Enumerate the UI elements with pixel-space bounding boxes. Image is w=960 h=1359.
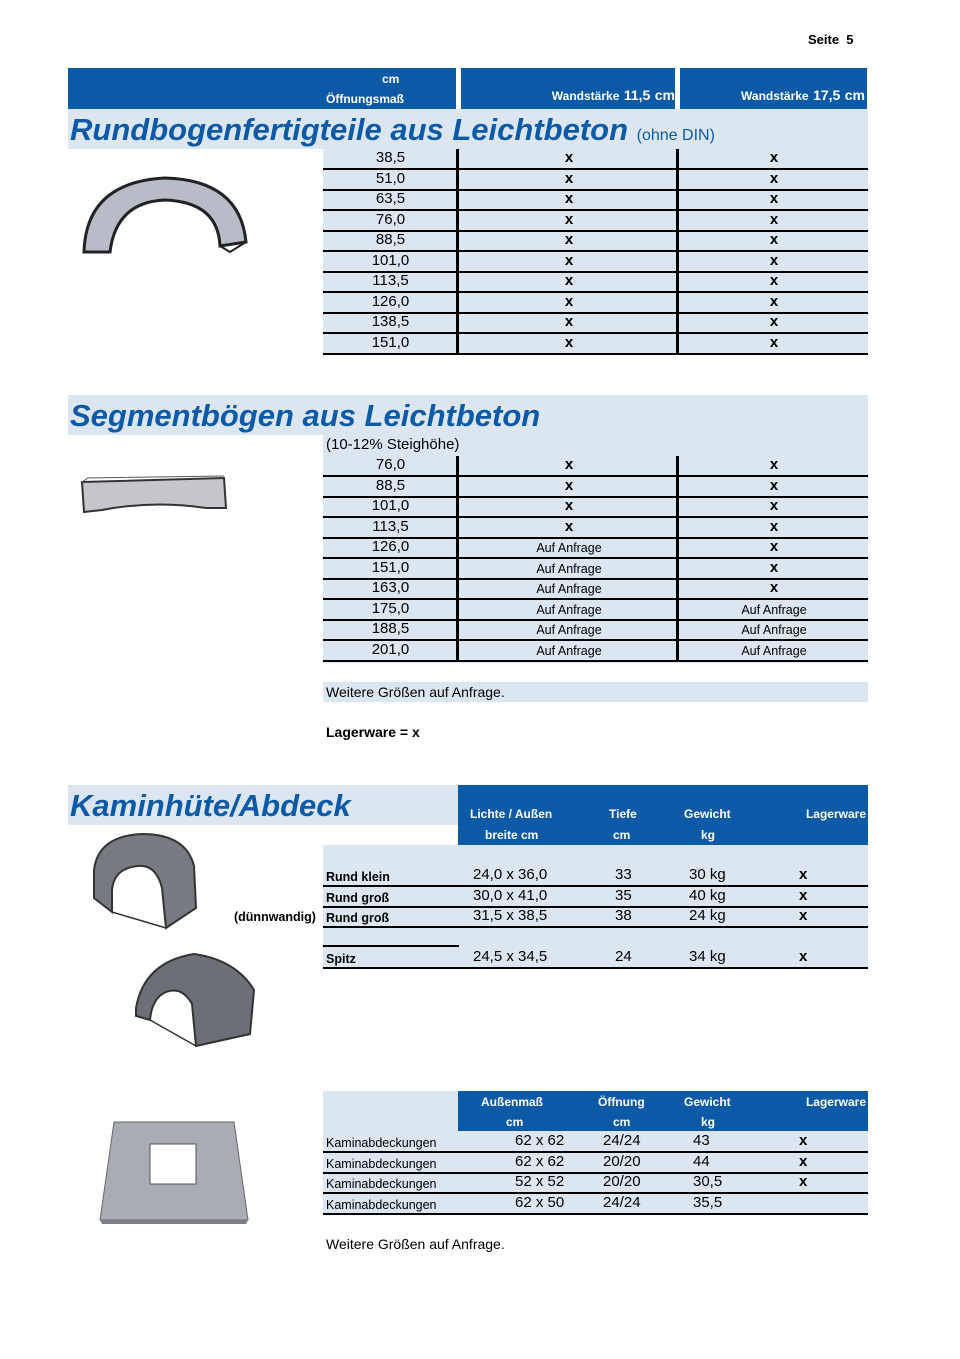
hood-size: 24,5 x 34,5 (473, 948, 548, 965)
stock-legend: Lagerware = x (326, 724, 420, 740)
wall-115-value: x (564, 272, 574, 289)
wall-115-value: x (564, 169, 574, 187)
cover-opening: 20/20 (603, 1173, 641, 1190)
hdr-width-l2: breite cm (485, 828, 539, 842)
hdr-outer-l1: Außenmaß (481, 1095, 544, 1109)
opening-size: 175,0 (371, 599, 410, 617)
wall-115-value: x (564, 497, 574, 514)
wall-115-value: Auf Anfrage (536, 541, 602, 555)
wall-115-value: x (564, 210, 574, 228)
table-row (323, 333, 868, 355)
cover-weight: 35,5 (693, 1193, 723, 1211)
opening-size: 126,0 (371, 538, 410, 555)
cover-size: 62 x 50 (515, 1193, 565, 1211)
table-row (323, 210, 868, 232)
table-row (323, 1193, 868, 1215)
wall-115-value: x (564, 251, 574, 269)
cover-size: 62 x 62 (515, 1132, 565, 1149)
section3-header (458, 785, 868, 845)
table-row (323, 886, 868, 908)
pointed-chimney-hood-icon (130, 950, 258, 1048)
wall-175-value: x (769, 292, 779, 310)
section3-title: Kaminhüte/Abdeck (70, 788, 351, 823)
hood-depth: 24 (615, 948, 632, 965)
opening-size: 201,0 (371, 640, 410, 658)
wall-175-value: Auf Anfrage (741, 643, 807, 658)
opening-size: 51,0 (375, 169, 406, 187)
cover-name: Kaminabdeckungen (326, 1156, 437, 1171)
table-row (323, 906, 868, 928)
hood-stock: x (799, 948, 808, 965)
hood-size: 31,5 x 38,5 (473, 907, 548, 924)
cover-weight: 43 (693, 1132, 710, 1149)
hood-depth: 33 (615, 866, 632, 883)
cover-opening: 24/24 (603, 1193, 641, 1211)
table-row (323, 169, 868, 191)
wall-175-value: x (769, 558, 779, 576)
opening-size: 126,0 (371, 292, 410, 310)
table-row (323, 148, 868, 170)
wall-175-value: x (769, 149, 779, 166)
wall-115-value: Auf Anfrage (536, 582, 602, 596)
hood-weight: 34 kg (689, 948, 726, 965)
wall-175-value: x (769, 476, 779, 494)
hdr-cstock: Lagerware (805, 1095, 866, 1109)
hdr-depth-l1: Tiefe (609, 807, 637, 821)
hood-size: 24,0 x 36,0 (473, 866, 548, 883)
header-opening-label: Öffnungsmaß (326, 92, 404, 106)
wall-115-value: x (564, 190, 574, 207)
table-row (323, 599, 868, 621)
cover-opening: 24/24 (603, 1132, 641, 1149)
cover-weight: 44 (693, 1152, 710, 1170)
table-row (323, 1131, 868, 1153)
table-row (323, 558, 868, 580)
opening-size: 151,0 (371, 558, 410, 576)
hood-size: 30,0 x 41,0 (473, 886, 548, 904)
opening-size: 63,5 (375, 190, 406, 207)
chimney-cover-plate-icon (98, 1120, 250, 1224)
wall-175-value: x (769, 272, 779, 289)
wall-175-value: x (769, 517, 779, 535)
cover-weight: 30,5 (693, 1173, 723, 1190)
hood-weight: 30 kg (689, 866, 726, 883)
wall-115-value: x (564, 292, 574, 310)
wall-175-value: x (769, 456, 779, 473)
section4-header (458, 1091, 868, 1131)
table-row (323, 517, 868, 539)
wall-115-value: Auf Anfrage (536, 561, 602, 576)
hood-stock: x (799, 866, 808, 883)
table-row (323, 230, 868, 252)
section2-note: (10-12% Steighöhe) (326, 436, 460, 453)
hdr-opening-l1: Öffnung (598, 1095, 645, 1109)
hood-weight: 40 kg (689, 886, 726, 904)
hdr-cweight-l1: Gewicht (684, 1095, 731, 1109)
opening-size: 101,0 (371, 497, 410, 514)
table-row (323, 189, 868, 211)
cover-name: Kaminabdeckungen (326, 1136, 437, 1150)
header-wall-115-label: Wandstärke 11,5 cm (551, 87, 675, 103)
wall-175-value: x (769, 579, 779, 596)
hood-name: Spitz (326, 952, 356, 966)
cover-size: 52 x 52 (515, 1173, 565, 1190)
segment-arch-icon (78, 474, 230, 518)
table-row (323, 271, 868, 293)
wall-175-value: x (769, 210, 779, 228)
table-row (323, 865, 868, 887)
table-row (323, 496, 868, 518)
section4-footnote: Weitere Größen auf Anfrage. (326, 1236, 505, 1252)
table-row (323, 619, 868, 641)
wall-175-value: Auf Anfrage (741, 602, 807, 617)
section2-title: Segmentbögen aus Leichtbeton (70, 398, 541, 433)
wall-115-value: x (564, 333, 574, 351)
hdr-weight-l2: kg (701, 828, 716, 842)
header-wall-115 (461, 68, 675, 109)
cover-size: 62 x 62 (515, 1152, 565, 1170)
cover-stock: x (799, 1132, 808, 1149)
section2-separator-1 (456, 456, 459, 662)
hood-stock: x (799, 907, 808, 924)
opening-size: 88,5 (375, 231, 406, 248)
header-wall-175-label: Wandstärke 17,5 cm (741, 87, 865, 103)
wall-115-value: x (564, 517, 574, 535)
hood-depth: 38 (615, 907, 632, 924)
section2-separator-2 (676, 456, 679, 662)
hood-name: Rund klein (326, 870, 390, 884)
table-row (323, 537, 868, 559)
table-row (323, 312, 868, 334)
hdr-opening-l2: cm (613, 1115, 631, 1129)
hdr-weight-l1: Gewicht (684, 807, 731, 821)
hood-name: Rund groß (326, 890, 390, 905)
wall-175-value: x (769, 538, 779, 555)
hood-name: Rund groß (326, 911, 390, 925)
header-opening-size (68, 68, 456, 109)
wall-175-value: Auf Anfrage (741, 623, 807, 637)
table-row (323, 292, 868, 314)
section1-title: Rundbogenfertigteile aus Leichtbeton (ohne DIN) (70, 112, 715, 147)
hdr-stock: Lagerware (805, 807, 866, 821)
wall-175-value: x (769, 333, 779, 351)
wall-175-value: x (769, 497, 779, 514)
section4-header-blank (323, 1091, 458, 1131)
opening-size: 88,5 (375, 476, 406, 494)
opening-size: 101,0 (371, 251, 410, 269)
wall-115-value: Auf Anfrage (536, 643, 602, 658)
wall-115-value: x (564, 476, 574, 494)
section2-footnote: Weitere Größen auf Anfrage. (326, 684, 505, 700)
table-row (323, 947, 868, 969)
thin-walled-note: (dünnwandig) (234, 910, 316, 924)
opening-size: 76,0 (375, 210, 406, 228)
wall-115-value: x (564, 231, 574, 248)
wall-175-value: x (769, 251, 779, 269)
header-wall-175 (680, 68, 867, 109)
wall-115-value: Auf Anfrage (536, 623, 602, 637)
round-arch-icon (80, 172, 250, 257)
wall-115-value: x (564, 456, 574, 473)
wall-175-value: x (769, 169, 779, 187)
hood-weight: 24 kg (689, 907, 726, 924)
section3-spitz-topline (323, 945, 459, 947)
wall-175-value: x (769, 231, 779, 248)
opening-size: 188,5 (371, 620, 410, 637)
opening-size: 163,0 (371, 579, 410, 596)
cover-stock: x (799, 1152, 808, 1170)
opening-size: 76,0 (375, 456, 406, 473)
hdr-cweight-l2: kg (701, 1115, 716, 1129)
table-row (323, 476, 868, 498)
header-unit: cm (382, 72, 400, 86)
hdr-width-l1: Lichte / Außen (470, 807, 553, 821)
hdr-outer-l2: cm (506, 1115, 524, 1129)
cover-stock: x (799, 1173, 808, 1190)
table-row (323, 1152, 868, 1174)
cover-name: Kaminabdeckungen (326, 1177, 437, 1191)
opening-size: 38,5 (375, 149, 406, 166)
wall-115-value: x (564, 149, 574, 166)
section1-separator-1 (456, 149, 459, 355)
hood-depth: 35 (615, 886, 632, 904)
page-number: Seite 5 (808, 32, 854, 47)
table-row (323, 578, 868, 600)
table-row (323, 455, 868, 477)
table-row (323, 251, 868, 273)
opening-size: 113,5 (372, 517, 409, 535)
opening-size: 113,5 (372, 272, 409, 289)
hdr-depth-l2: cm (613, 828, 631, 842)
section1-separator-2 (676, 149, 679, 355)
hood-stock: x (799, 886, 808, 904)
wall-115-value: Auf Anfrage (536, 602, 602, 617)
round-chimney-hood-icon (86, 828, 201, 930)
table-row (323, 640, 868, 662)
wall-175-value: x (769, 190, 779, 207)
cover-opening: 20/20 (603, 1152, 641, 1170)
opening-size: 151,0 (371, 333, 410, 351)
opening-size: 138,5 (371, 313, 410, 330)
wall-175-value: x (769, 313, 779, 330)
wall-115-value: x (564, 313, 574, 330)
cover-name: Kaminabdeckungen (326, 1197, 437, 1212)
table-row (323, 1172, 868, 1194)
